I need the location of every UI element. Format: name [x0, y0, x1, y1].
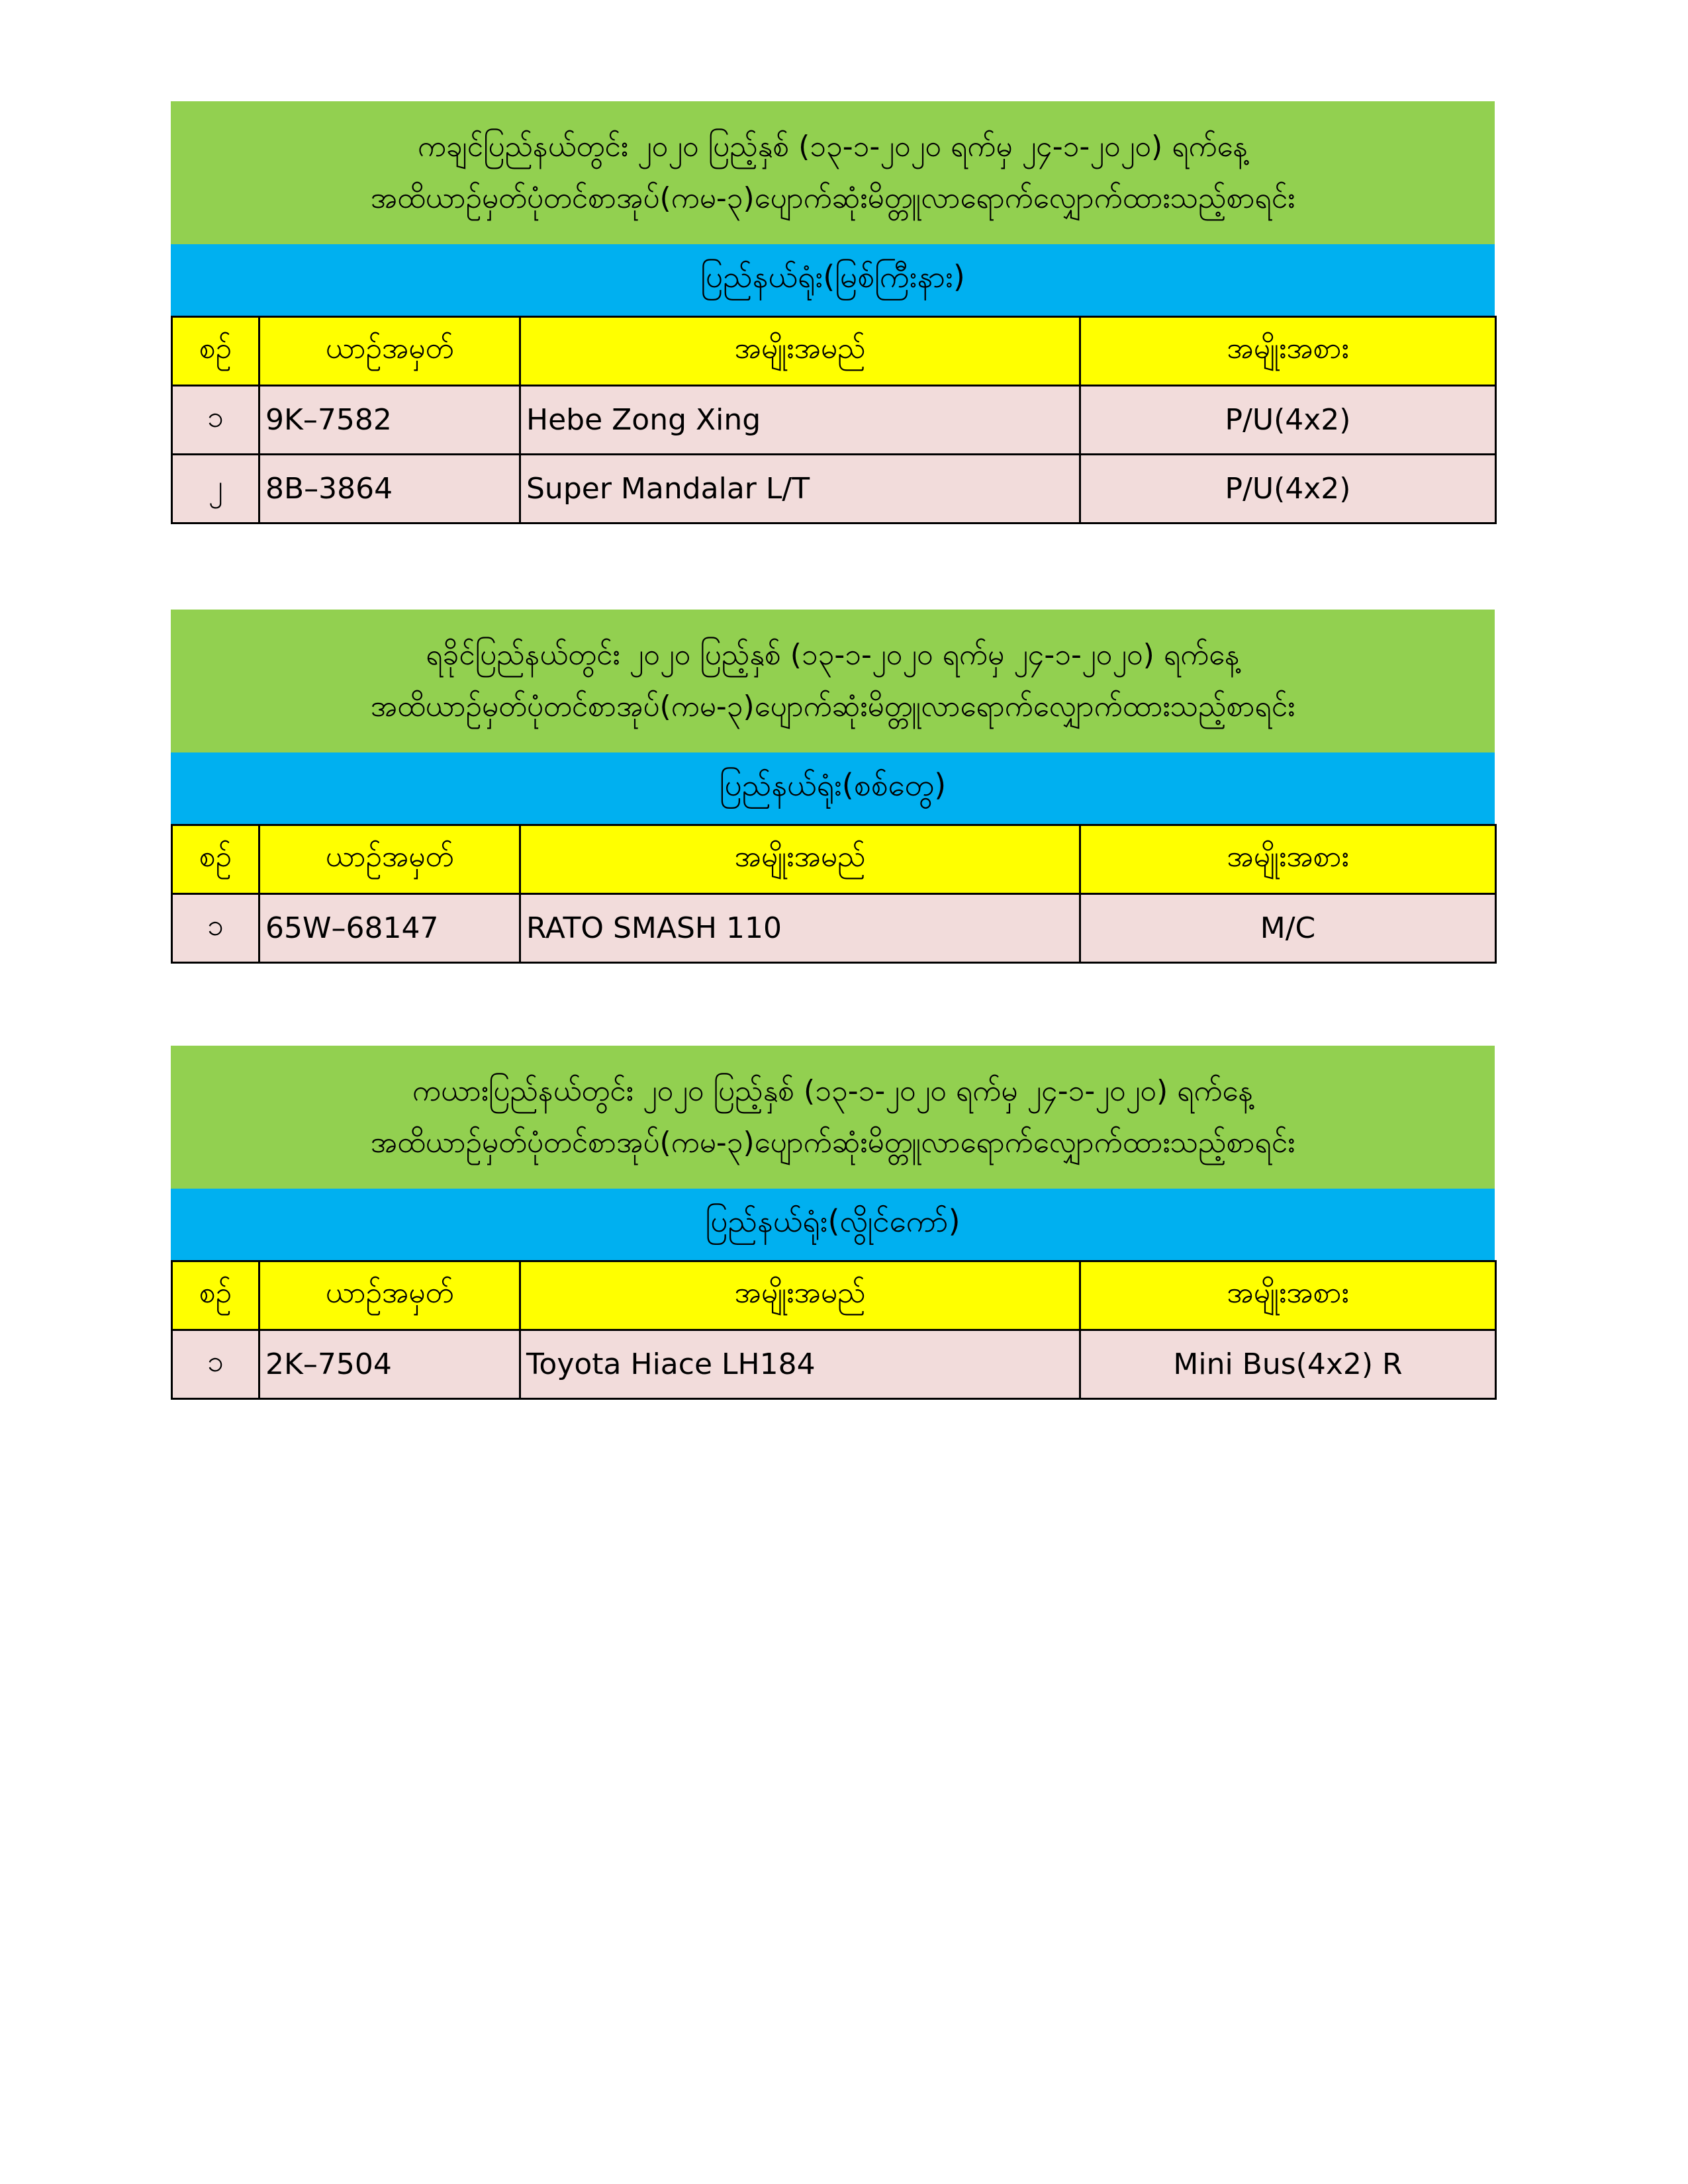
- cell-model: Hebe Zong Xing: [520, 386, 1080, 455]
- section-title-line2: အထိယာဉ်မှတ်ပုံတင်စာအုပ်(ကမ-၃)ပျောက်ဆုံးမိတ္တူလာရောက်လျှောက်ထားသည့်စာရင်း: [370, 181, 1295, 215]
- table-header-row: [172, 317, 1496, 386]
- header-plate: ယာဉ်အမှတ်: [259, 1261, 520, 1330]
- header-no: စဥ်: [172, 317, 259, 386]
- header-model: အမျိုးအမည်: [520, 317, 1080, 386]
- office-name: ပြည်နယ်ရုံး(စစ်တွေ): [171, 752, 1495, 824]
- table-header-row: [172, 825, 1496, 894]
- cell-model: Super Mandalar L/T: [520, 455, 1080, 523]
- cell-no: ၂: [172, 455, 259, 523]
- section-kayah: [171, 1046, 1495, 1400]
- section-title-band: [171, 101, 1495, 244]
- header-type: အမျိုးအစား: [1080, 825, 1496, 894]
- table-row: [172, 894, 1496, 963]
- cell-plate: 2K–7504: [259, 1330, 520, 1399]
- cell-plate: 9K–7582: [259, 386, 520, 455]
- section-title-line1: ကချင်ပြည်နယ်တွင်း ၂၀၂၀ ပြည့်နှစ် (၁၃-၁-၂၀၂၀ ရက်မှ ၂၄-၁-၂၀၂၀) ရက်နေ့: [417, 130, 1248, 163]
- cell-type: P/U(4x2): [1080, 455, 1496, 523]
- cell-plate: 8B–3864: [259, 455, 520, 523]
- section-title-band: [171, 1046, 1495, 1189]
- section-title-band: [171, 610, 1495, 752]
- cell-type: P/U(4x2): [1080, 386, 1496, 455]
- header-no: စဥ်: [172, 1261, 259, 1330]
- cell-model: RATO SMASH 110: [520, 894, 1080, 963]
- vehicle-table: [171, 316, 1497, 524]
- section-rakhine: [171, 610, 1495, 964]
- cell-model: Toyota Hiace LH184: [520, 1330, 1080, 1399]
- table-row: [172, 386, 1496, 455]
- table-row: [172, 455, 1496, 523]
- section-kachin: [171, 101, 1495, 524]
- header-plate: ယာဉ်အမှတ်: [259, 317, 520, 386]
- cell-no: ၁: [172, 386, 259, 455]
- section-title-line2: အထိယာဉ်မှတ်ပုံတင်စာအုပ်(ကမ-၃)ပျောက်ဆုံးမိတ္တူလာရောက်လျှောက်ထားသည့်စာရင်း: [370, 690, 1295, 723]
- vehicle-table: [171, 1260, 1497, 1400]
- table-row: [172, 1330, 1496, 1399]
- vehicle-table: [171, 824, 1497, 964]
- header-model: အမျိုးအမည်: [520, 1261, 1080, 1330]
- cell-no: ၁: [172, 894, 259, 963]
- header-no: စဥ်: [172, 825, 259, 894]
- header-plate: ယာဉ်အမှတ်: [259, 825, 520, 894]
- office-name: ပြည်နယ်ရုံး(မြစ်ကြီးနား): [171, 244, 1495, 316]
- office-name: ပြည်နယ်ရုံး(လွိုင်ကော်): [171, 1189, 1495, 1260]
- header-type: အမျိုးအစား: [1080, 1261, 1496, 1330]
- cell-no: ၁: [172, 1330, 259, 1399]
- section-title-line2: အထိယာဉ်မှတ်ပုံတင်စာအုပ်(ကမ-၃)ပျောက်ဆုံးမိတ္တူလာရောက်လျှောက်ထားသည့်စာရင်း: [370, 1126, 1295, 1160]
- header-type: အမျိုးအစား: [1080, 317, 1496, 386]
- section-title-line1: ကယားပြည်နယ်တွင်း ၂၀၂၀ ပြည့်နှစ် (၁၃-၁-၂၀၂၀ ရက်မှ ၂၄-၁-၂၀၂၀) ရက်နေ့: [412, 1074, 1254, 1108]
- cell-plate: 65W–68147: [259, 894, 520, 963]
- table-header-row: [172, 1261, 1496, 1330]
- header-model: အမျိုးအမည်: [520, 825, 1080, 894]
- cell-type: M/C: [1080, 894, 1496, 963]
- section-title-line1: ရခိုင်ပြည်နယ်တွင်း ၂၀၂၀ ပြည့်နှစ် (၁၃-၁-၂၀၂၀ ရက်မှ ၂၄-၁-၂၀၂၀) ရက်နေ့: [426, 638, 1240, 672]
- cell-type: Mini Bus(4x2) R: [1080, 1330, 1496, 1399]
